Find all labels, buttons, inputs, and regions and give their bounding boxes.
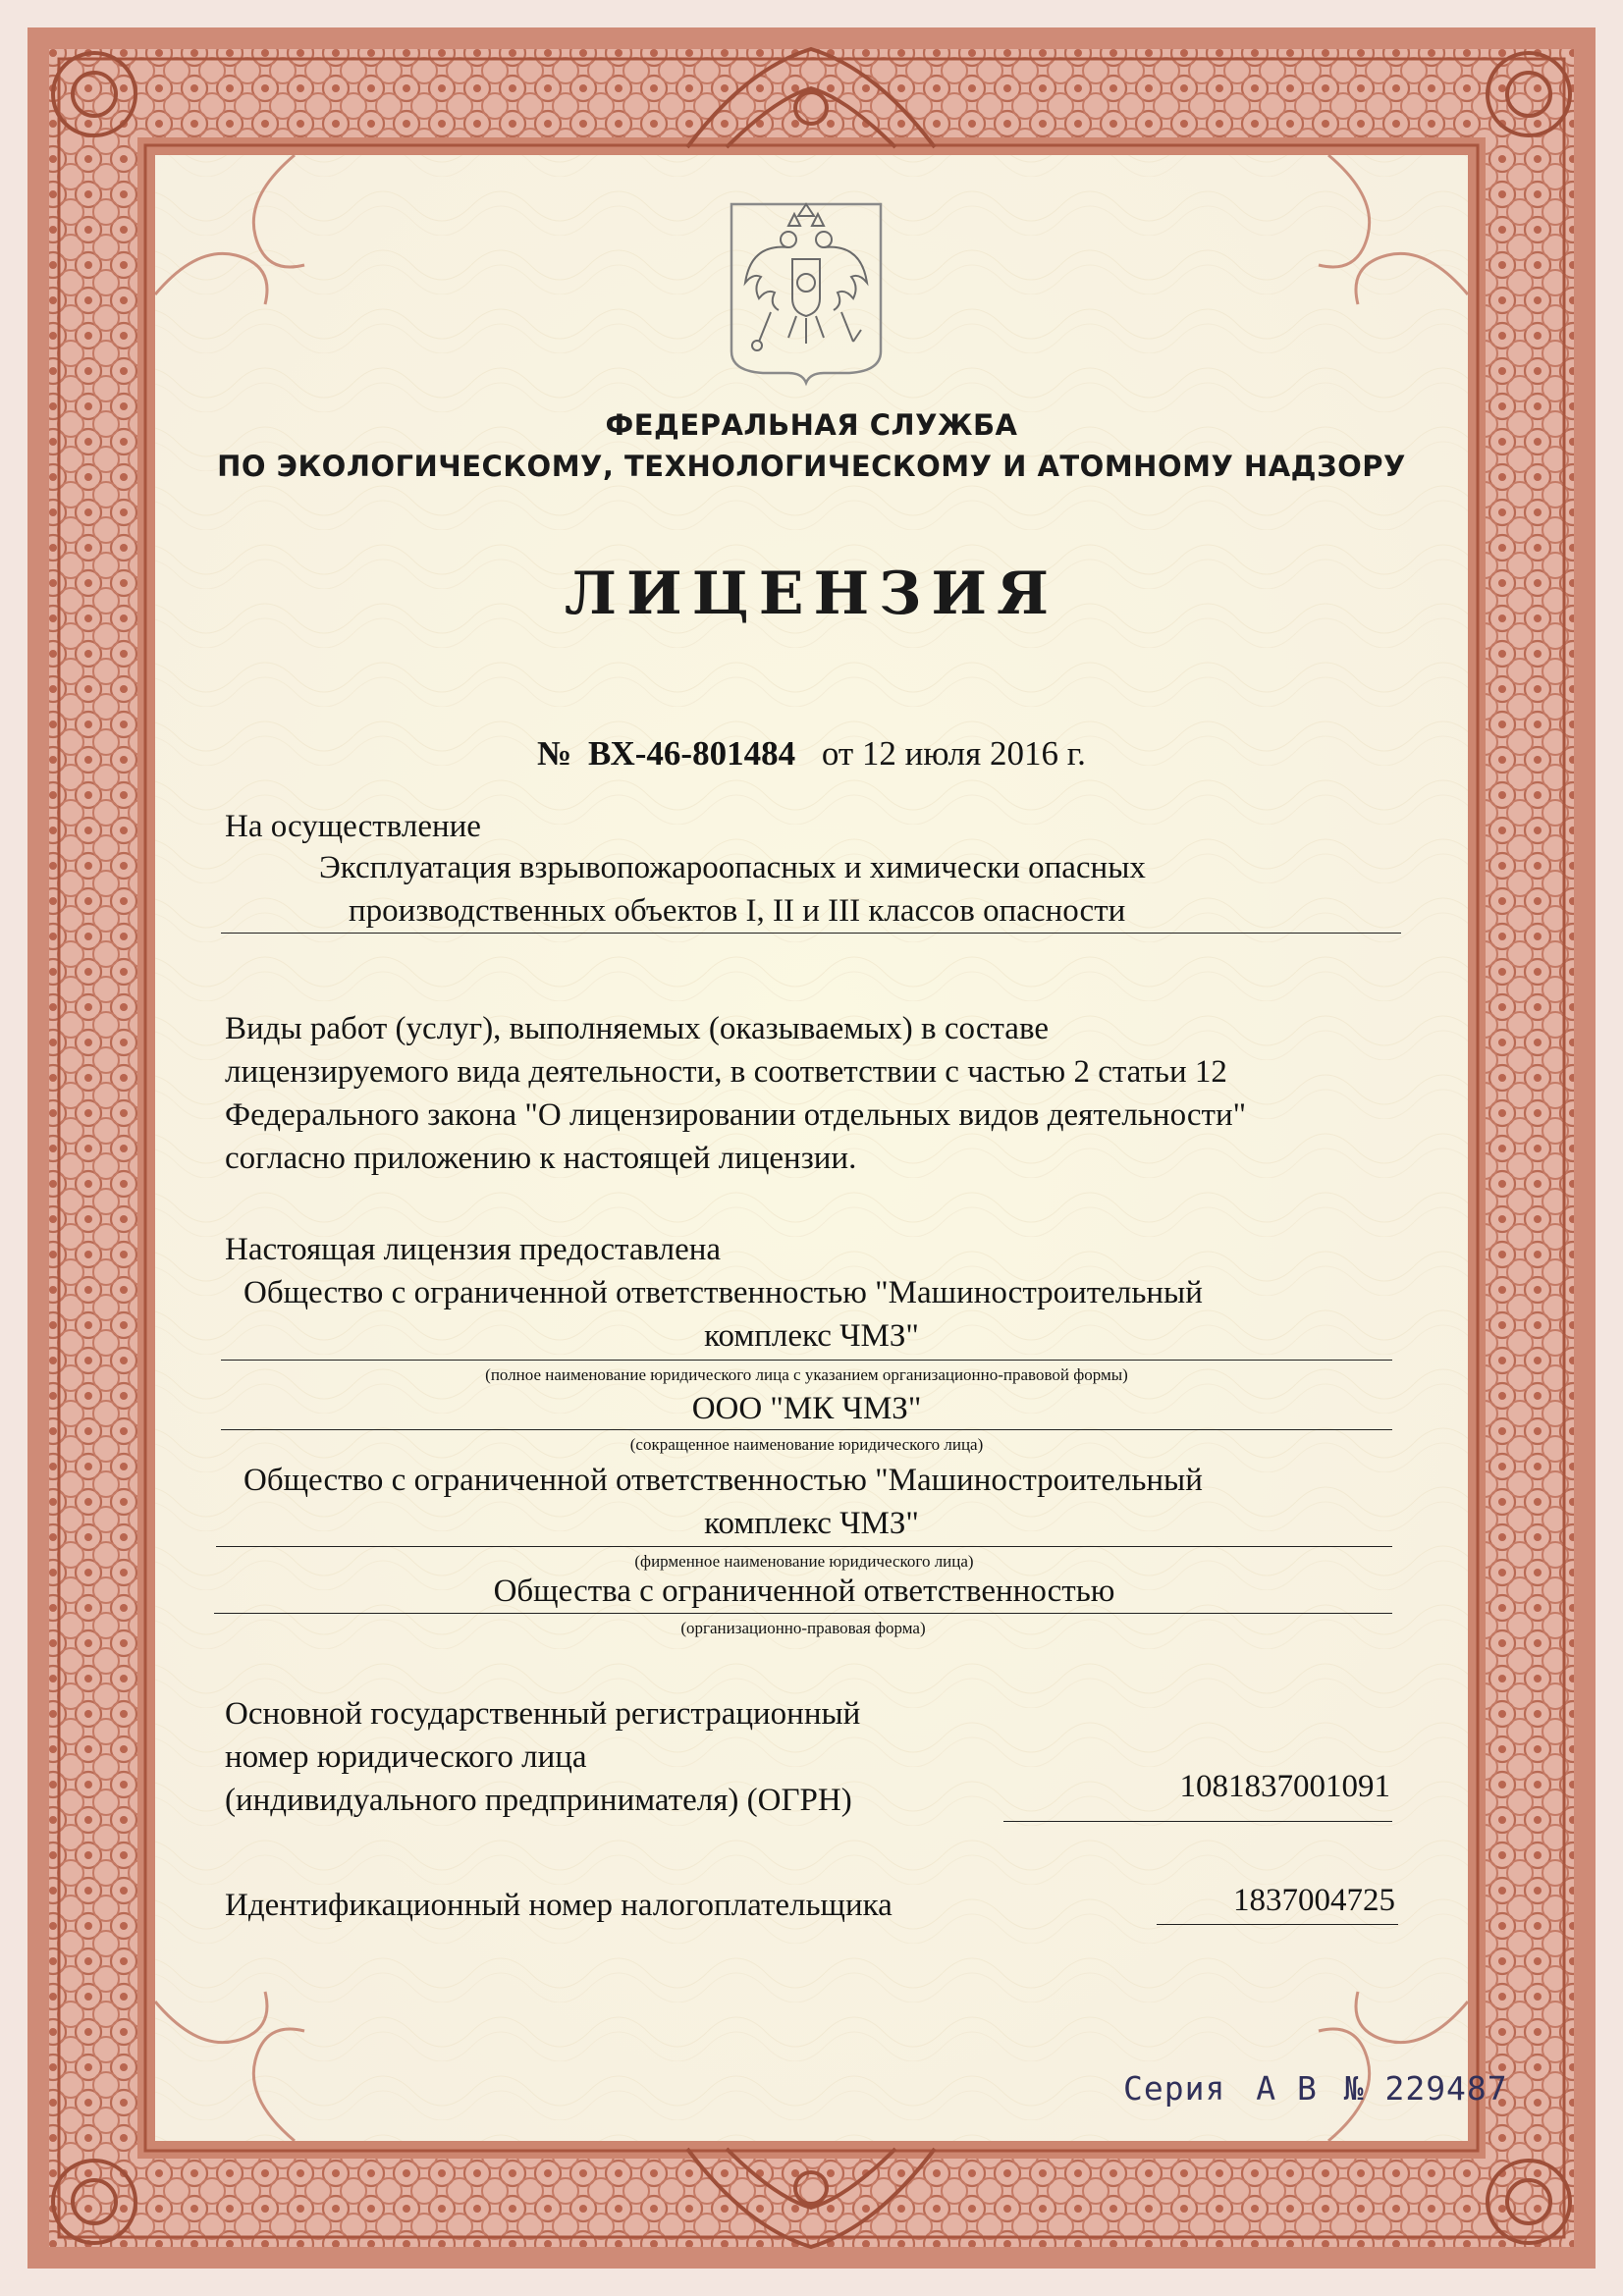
serial-label: Серия	[1123, 2069, 1226, 2108]
full-name-line2: комплекс ЧМЗ"	[704, 1318, 919, 1354]
short-name: ООО "МК ЧМЗ"	[691, 1391, 922, 1426]
ogrn-label-line3: (индивидуального предпринимателя) (ОГРН)	[225, 1783, 852, 1818]
short-name-underline	[221, 1429, 1392, 1430]
inn-label: Идентификационный номер налогоплательщика	[225, 1888, 893, 1923]
serial-number-line	[1123, 2069, 1508, 2108]
firm-name-line1: Общество с ограниченной ответственностью "Машиностроительный	[243, 1463, 1203, 1498]
activity-label: На осуществление	[225, 809, 481, 844]
license-number-prefix: №	[537, 734, 572, 773]
agency-name-line2: ПО ЭКОЛОГИЧЕСКОМУ, ТЕХНОЛОГИЧЕСКОМУ И АТОМНОМУ НАДЗОРУ	[217, 450, 1406, 483]
activity-line1: Эксплуатация взрывопожароопасных и химически опасных	[319, 850, 1146, 885]
works-line3: Федерального закона "О лицензировании отдельных видов деятельности"	[225, 1097, 1247, 1133]
license-date: от 12 июля 2016 г.	[821, 734, 1086, 773]
agency-name-line1: ФЕДЕРАЛЬНАЯ СЛУЖБА	[605, 408, 1018, 442]
activity-underline	[221, 933, 1401, 934]
firm-name-line2: комплекс ЧМЗ"	[704, 1506, 919, 1541]
serial-series: А В	[1256, 2069, 1318, 2108]
inn-underline	[1157, 1924, 1398, 1925]
ogrn-value: 1081837001091	[1179, 1769, 1390, 1804]
ogrn-underline	[1003, 1821, 1392, 1822]
document-title: ЛИЦЕНЗИЯ	[564, 560, 1059, 628]
legal-form: Общества с ограниченной ответственностью	[493, 1574, 1115, 1609]
license-number-line	[0, 734, 1623, 774]
serial-number: 229487	[1384, 2069, 1508, 2108]
ogrn-label-line2: номер юридического лица	[225, 1739, 587, 1775]
serial-number-prefix: №	[1343, 2069, 1365, 2108]
inn-value: 1837004725	[1233, 1883, 1395, 1918]
legal-form-underline	[214, 1613, 1392, 1614]
legal-form-caption: (организационно-правовая форма)	[680, 1619, 926, 1637]
ogrn-label-line1: Основной государственный регистрационный	[225, 1696, 861, 1732]
license-number: ВХ-46-801484	[588, 734, 796, 773]
full-name-line1: Общество с ограниченной ответственностью "Машиностроительный	[243, 1275, 1203, 1310]
works-line2: лицензируемого вида деятельности, в соответствии с частью 2 статьи 12	[225, 1054, 1227, 1090]
works-line1: Виды работ (услуг), выполняемых (оказываемых) в составе	[225, 1011, 1049, 1046]
granted-label: Настоящая лицензия предоставлена	[225, 1232, 722, 1267]
firm-name-caption: (фирменное наименование юридического лица)	[634, 1552, 974, 1571]
full-name-caption: (полное наименование юридического лица с указанием организационно-правовой формы)	[485, 1365, 1128, 1384]
short-name-caption: (сокращенное наименование юридического лица)	[629, 1435, 984, 1454]
full-name-underline	[221, 1360, 1392, 1361]
firm-name-underline	[216, 1546, 1392, 1547]
activity-line2: производственных объектов I, II и III классов опасности	[349, 893, 1126, 929]
works-line4: согласно приложению к настоящей лицензии.	[225, 1141, 857, 1176]
